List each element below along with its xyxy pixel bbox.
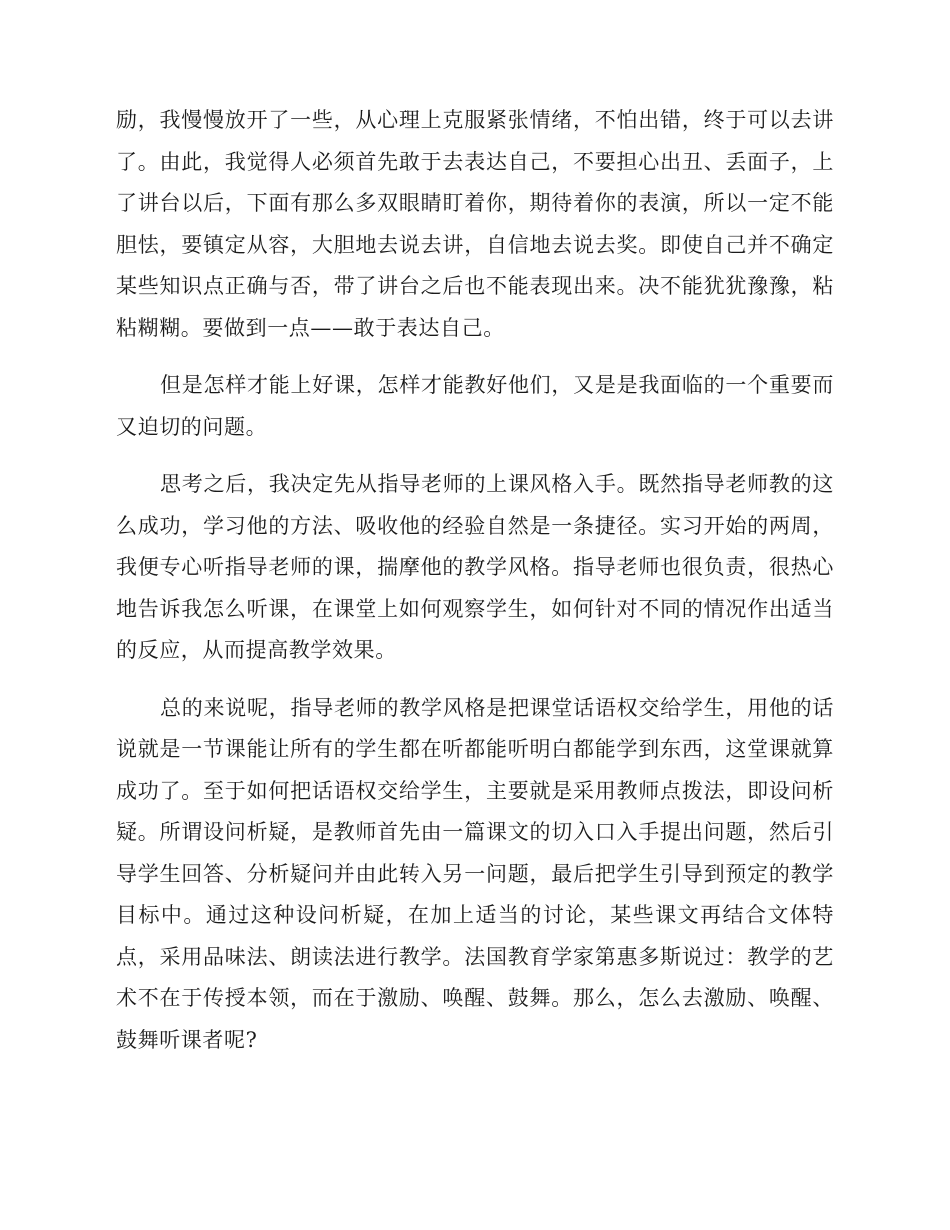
paragraph-1: 励，我慢慢放开了一些，从心理上克服紧张情绪，不怕出错，终于可以去讲了。由此，我觉得人必须首先敢于去表达自己，不要担心出丑、丢面子，上了讲台以后，下面有那么多双眼睛盯着你，期待着你的表演，所以一定不能胆怯，要镇定从容，大胆地去说去讲，自信地去说去奖。即使自己并不确定某些知识点正确与否，带了讲台之后也不能表现出来。决不能犹犹豫豫，粘粘糊糊。要做到一点——敢于表达自己。 [116, 108, 834, 340]
paragraph-2: 但是怎样才能上好课，怎样才能教好他们，又是是我面临的一个重要而又迫切的问题。 [116, 373, 834, 439]
paragraph-3: 思考之后，我决定先从指导老师的上课风格入手。既然指导老师教的这么成功，学习他的方法、吸收他的经验自然是一条捷径。实习开始的两周，我便专心听指导老师的课，揣摩他的教学风格。指导老师也很负责，很热心地告诉我怎么听课，在课堂上如何观察学生，如何针对不同的情况作出适当的反应，从而提高教学效果。 [116, 472, 834, 662]
document-body [116, 100, 834, 1077]
paragraph-4: 总的来说呢，指导老师的教学风格是把课堂话语权交给学生，用他的话说就是一节课能让所有的学生都在听都能听明白都能学到东西，这堂课就算成功了。至于如何把话语权交给学生，主要就是采用教师点拨法，即设问析疑。所谓设问析疑，是教师首先由一篇课文的切入口入手提出问题，然后引导学生回答、分析疑问并由此转入另一问题，最后把学生引导到预定的教学目标中。通过这种设问析疑，在加上适当的讨论，某些课文再结合文体特点，采用品味法、朗读法进行教学。法国教育学家第惠多斯说过：教学的艺术不在于传授本领，而在于激励、唤醒、鼓舞。那么，怎么去激励、唤醒、鼓舞听课者呢? [116, 695, 834, 1052]
